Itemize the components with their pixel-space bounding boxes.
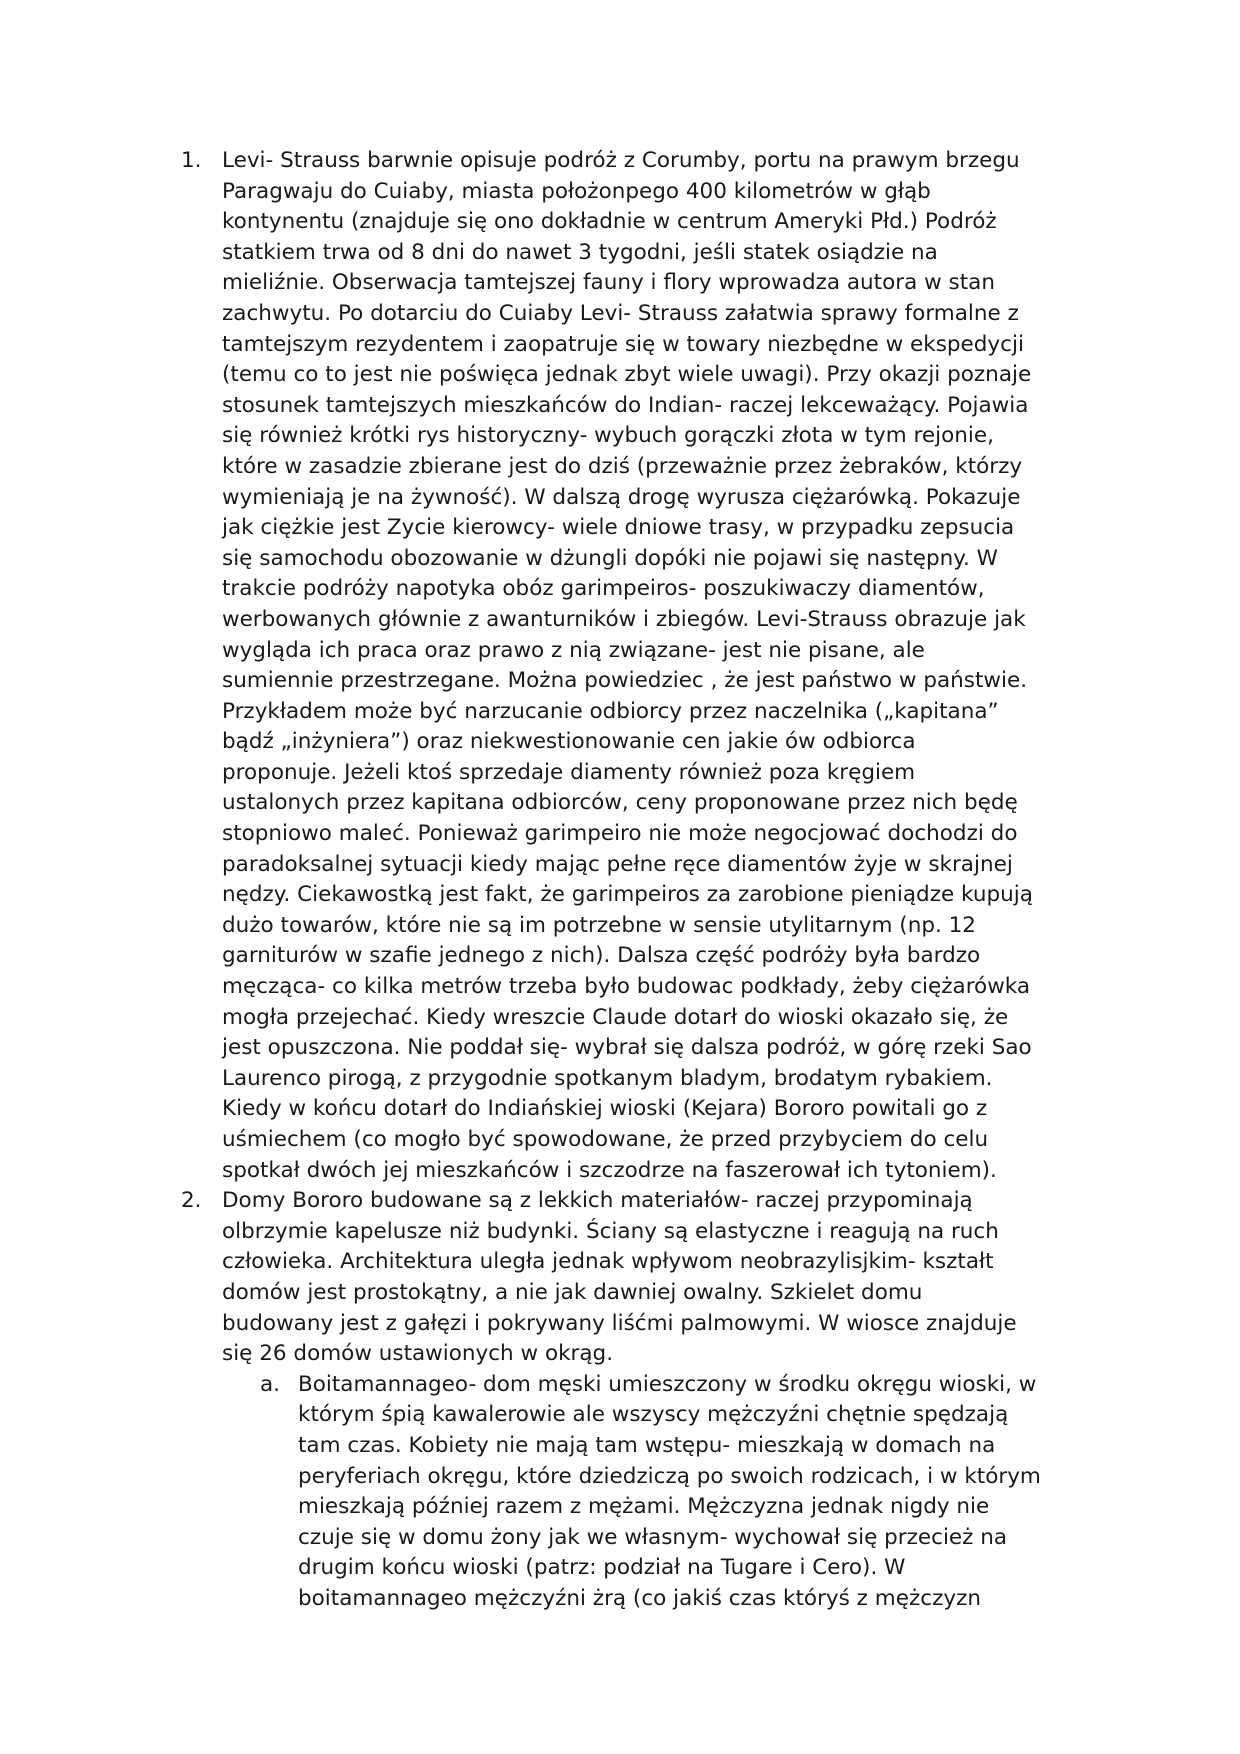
text-line: nędzy. Ciekawostką jest fakt, że garimpeiros za zarobione pieniądze kupują [222,882,1033,908]
text-line: proponuje. Jeżeli ktoś sprzedaje diamenty również poza kręgiem [222,759,916,785]
text-line: paradoksalnej sytuacji kiedy mając pełne ręce diamentów żyje w skrajnej [222,851,1013,877]
text-line: mieszkają później razem z mężami. Mężczyzna jednak nigdy nie [298,1494,990,1520]
text-line: Kiedy w końcu dotarł do Indiańskiej wioski (Kejara) Bororo powitali go z [222,1096,988,1122]
text-line: budowany jest z gałęzi i pokrywany liśćmi palmowymi. W wiosce znajduje [222,1310,1017,1336]
text-line: olbrzymie kapelusze niż budynki. Ściany są elastyczne i reagują na ruch [222,1218,999,1244]
text-line: mieliźnie. Obserwacja tamtejszej fauny i flory wprowadza autora w stan [222,270,995,296]
text-line: kontynentu (znajduje się ono dokładnie w centrum Ameryki Płd.) Podróż [222,209,997,235]
text-line: spotkał dwóch jej mieszkańców i szczodrze na faszerował ich tytoniem). [222,1157,997,1183]
sub-list-item [260,1370,1122,1615]
text-line: jak ciężkie jest Zycie kierowcy- wiele dniowe trasy, w przypadku zepsucia [222,515,1015,541]
text-line: które w zasadzie zbierane jest do dziś (przeważnie przez żebraków, którzy [222,453,1023,479]
text-line: dużo towarów, które nie są im potrzebne w sensie utylitarnym (np. 12 [222,912,976,938]
text-line: człowieka. Architektura uległa jednak wpływom neobrazylisjkim- kształt [222,1249,994,1275]
text-line: sumiennie przestrzegane. Można powiedziec , że jest państwo w państwie. [222,668,1028,694]
text-line: którym śpią kawalerowie ale wszyscy mężczyźni chętnie spędzają [298,1402,1009,1428]
text-line: boitamannageo mężczyźni żrą (co jakiś czas któryś z mężczyzn [298,1585,982,1611]
sub-list-letter: a. [260,1371,281,1397]
document-body [181,146,1122,1615]
text-line: trakcie podróży napotyka obóz garimpeiros- poszukiwaczy diamentów, [222,576,985,602]
list-item [181,146,1122,1186]
text-line: Przykładem może być narzucanie odbiorcy przez naczelnika („kapitana” [222,698,999,724]
text-line: Boitamannageo- dom męski umieszczony w środku okręgu wioski, w [298,1371,1037,1397]
text-line: się samochodu obozowanie w dżungli dopóki nie pojawi się następny. W [222,545,998,571]
text-line: stopniowo maleć. Ponieważ garimpeiro nie może negocjować dochodzi do [222,821,1018,847]
text-line: garniturów w szafie jednego z nich). Dalsza część podróży była bardzo [222,943,981,969]
text-line: bądź „inżyniera”) oraz niekwestionowanie cen jakie ów odbiorca [222,729,916,755]
text-line: wygląda ich praca oraz prawo z nią związane- jest nie pisane, ale [222,637,925,663]
text-line: tam czas. Kobiety nie mają tam wstępu- mieszkają w domach na [298,1432,996,1458]
list-item [181,1186,1122,1614]
text-line: jest opuszczona. Nie poddał się- wybrał się dalsza podróż, w górę rzeki Sao [222,1035,1032,1061]
text-line: domów jest prostokątny, a nie jak dawniej owalny. Szkielet domu [222,1279,923,1305]
text-line: Laurenco pirogą, z przygodnie spotkanym bladym, brodatym rybakiem. [222,1065,993,1091]
text-line: Paragwaju do Cuiaby, miasta położonpego 400 kilometrów w głąb [222,178,931,204]
text-line: Levi- Strauss barwnie opisuje podróż z Corumby, portu na prawym brzegu [222,148,1020,173]
text-line: uśmiechem (co mogło być spowodowane, że przed przybyciem do celu [222,1127,989,1152]
text-line: męcząca- co kilka metrów trzeba było budowac podkłady, żeby ciężarówka [222,974,1031,1000]
text-line: stosunek tamtejszych mieszkańców do Indian- raczej lekceważący. Pojawia [222,392,1029,418]
text-line: wymieniają je na żywność). W dalszą drogę wyrusza ciężarówką. Pokazuje [222,484,1021,510]
text-line: peryferiach okręgu, które dziedziczą po swoich rodzicach, i w którym [298,1463,1041,1489]
text-line: czuje się w domu żony jak we własnym- wychował się przecież na [298,1524,1008,1550]
text-line: tamtejszym rezydentem i zaopatruje się w towary niezbędne w ekspedycji [222,331,1024,357]
text-line: mogła przejechać. Kiedy wreszcie Claude dotarł do wioski okazało się, że [222,1004,1009,1030]
text-line: drugim końcu wioski (patrz: podział na Tugare i Cero). W [298,1555,906,1581]
text-line: (temu co to jest nie poświęca jednak zbyt wiele uwagi). Przy okazji poznaje [222,362,1032,388]
text-line: Domy Bororo budowane są z lekkich materiałów- raczej przypominają [222,1188,973,1214]
text-line: się 26 domów ustawionych w okrąg. [222,1341,614,1367]
text-line: się również krótki rys historyczny- wybuch gorączki złota w tym rejonie, [222,423,994,449]
text-line: statkiem trwa od 8 dni do nawet 3 tygodni, jeśli statek osiądzie na [222,239,938,265]
text-line: ustalonych przez kapitana odbiorców, ceny proponowane przez nich będę [222,790,1018,816]
text-line: werbowanych głównie z awanturników i zbiegów. Levi-Strauss obrazuje jak [222,606,1026,632]
list-number: 2. [181,1188,202,1214]
text-line: zachwytu. Po dotarciu do Cuiaby Levi- Strauss załatwia sprawy formalne z [222,300,1019,326]
list-number: 1. [181,148,202,173]
